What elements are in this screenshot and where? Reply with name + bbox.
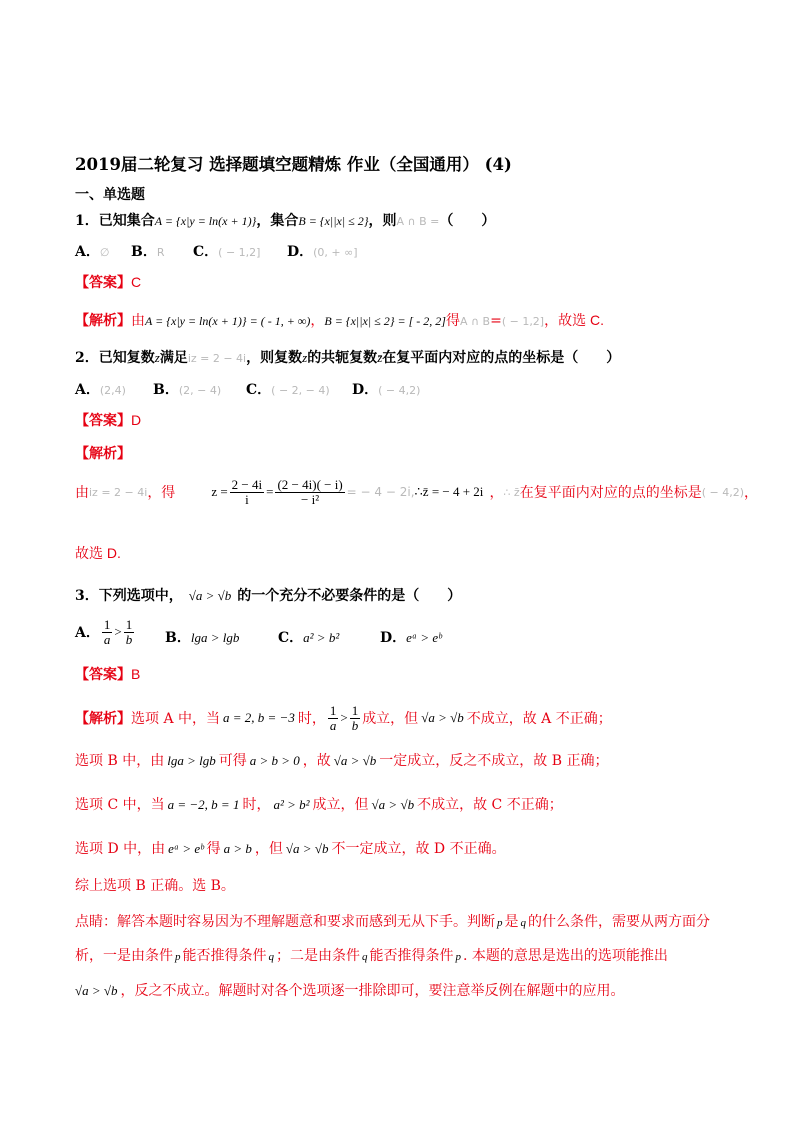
q1-option-d: D．(0, + ∞]	[287, 244, 358, 260]
question-2-stem: 2．已知复数z满足iz = 2 − 4i，则复数z的共轭复数z̄在复平面内对应的点的坐标是（ ）	[75, 350, 621, 366]
q2-answer: 【答案】D	[75, 412, 142, 429]
q3-option-c: C．a² > b²	[278, 630, 340, 646]
q1-set-b: B = {x||x| ≤ 2}	[298, 214, 369, 228]
q1-answer	[75, 272, 141, 292]
question-3-stem: 3．下列选项中， √a > √b 的一个充分不必要条件的是（ ）	[75, 588, 462, 604]
q2-conclusion: 故选 D.	[75, 545, 121, 561]
q3-note-line-1: 点睛：解答本题时容易因为不理解题意和要求而感到无从下手。判断 p 是 q 的什么条件，需要从两方面分	[75, 914, 710, 930]
q3-note-line-2: 析，一是由条件 p 能否推得条件 q ；二是由条件 q 能否推得条件 p . 本题的意思是选出的选项能推出	[75, 948, 668, 964]
q3-analysis-line-3: 选项 C 中，当 a = −2, b = 1 时， a² > b² 成立，但 √a > √b 不成立，故 C 不正确；	[75, 797, 563, 813]
q3-option-b: B．lga > lgb	[165, 630, 240, 646]
q3-analysis-line-4: 选项 D 中，由 eᵃ > eᵇ 得 a > b ，但 √a > √b 不一定成立，故 D 不正确。	[75, 841, 506, 857]
answer-tag: 【答案】	[75, 275, 131, 291]
q1-prefix: 1．已知集合	[75, 213, 155, 229]
q2-option-c: C．( − 2, − 4)	[246, 382, 330, 398]
q1-then: ，则	[368, 213, 397, 229]
q1-set-a: A = {x|y = ln(x + 1)}	[154, 214, 257, 228]
q1-option-c: C．( − 1,2]	[193, 244, 261, 260]
q1-answer-value: C	[131, 274, 142, 290]
q1-option-b: B．R	[131, 244, 165, 260]
q3-analysis-line-1: 【解析】 选项 A 中，当 a = 2, b = −3 时， $\frac{1}{a}$ > $\frac{1}{b}$ 成立，但 √a > √b 不成立，故 A 不正确；	[75, 703, 612, 733]
q3-option-d: D．eᵃ > eᵇ	[380, 630, 442, 646]
q2-option-b: B．(2, − 4)	[153, 382, 222, 398]
q1-option-a: A．∅	[75, 244, 110, 260]
q3-option-a: A． $\frac{1}{a}$ > $\frac{1}{b}$	[75, 617, 133, 647]
q2-option-a: A．(2,4)	[75, 382, 126, 398]
question-1-stem	[75, 210, 495, 230]
q2-option-d: D．( − 4,2)	[352, 382, 421, 398]
q3-answer: 【答案】B	[75, 666, 141, 683]
section-heading: 一、单选题	[75, 187, 145, 203]
q1-analysis: 【解析】由A = {x|y = ln(x + 1)} = ( - 1, + ∞)，B = {x||x| ≤ 2} = [ - 2, 2]得A ∩ B=( − 1,2]，故选 C.	[75, 312, 604, 329]
q3-analysis-line-5: 综上选项 B 正确。选 B。	[75, 878, 235, 894]
q1-mid: ，集合	[256, 213, 299, 229]
q2-analysis-line: 由 iz = 2 − 4i ，得 z = $\frac{2 - 4i}{i}$ = $\frac{(2 - 4i)( - i)}{\text{− i²}}$ = − 4 − 2i, ∴ z̄ = − 4 + 2i ， ∴ z̄ 在复平面内对应的点的坐标是 ( − 4,2) ，	[75, 477, 759, 507]
q3-analysis-line-2: 选项 B 中，由 lga > lgb 可得 a > b > 0 ，故 √a > √b 一定成立，反之不成立，故 B 正确；	[75, 753, 609, 769]
q2-analysis-tag: 【解析】	[75, 446, 131, 462]
q1-expr: A ∩ B =	[396, 215, 440, 228]
q3-note-line-3: √a > √b ，反之不成立。解题时对各个选项逐一排除即可，要注意举反例在解题中的应用。	[75, 983, 625, 999]
analysis-tag: 【解析】	[75, 313, 131, 329]
page-title: 2019届二轮复习 选择题填空题精炼 作业（全国通用） (4)	[75, 155, 512, 174]
q1-paren: （ ）	[439, 213, 496, 229]
